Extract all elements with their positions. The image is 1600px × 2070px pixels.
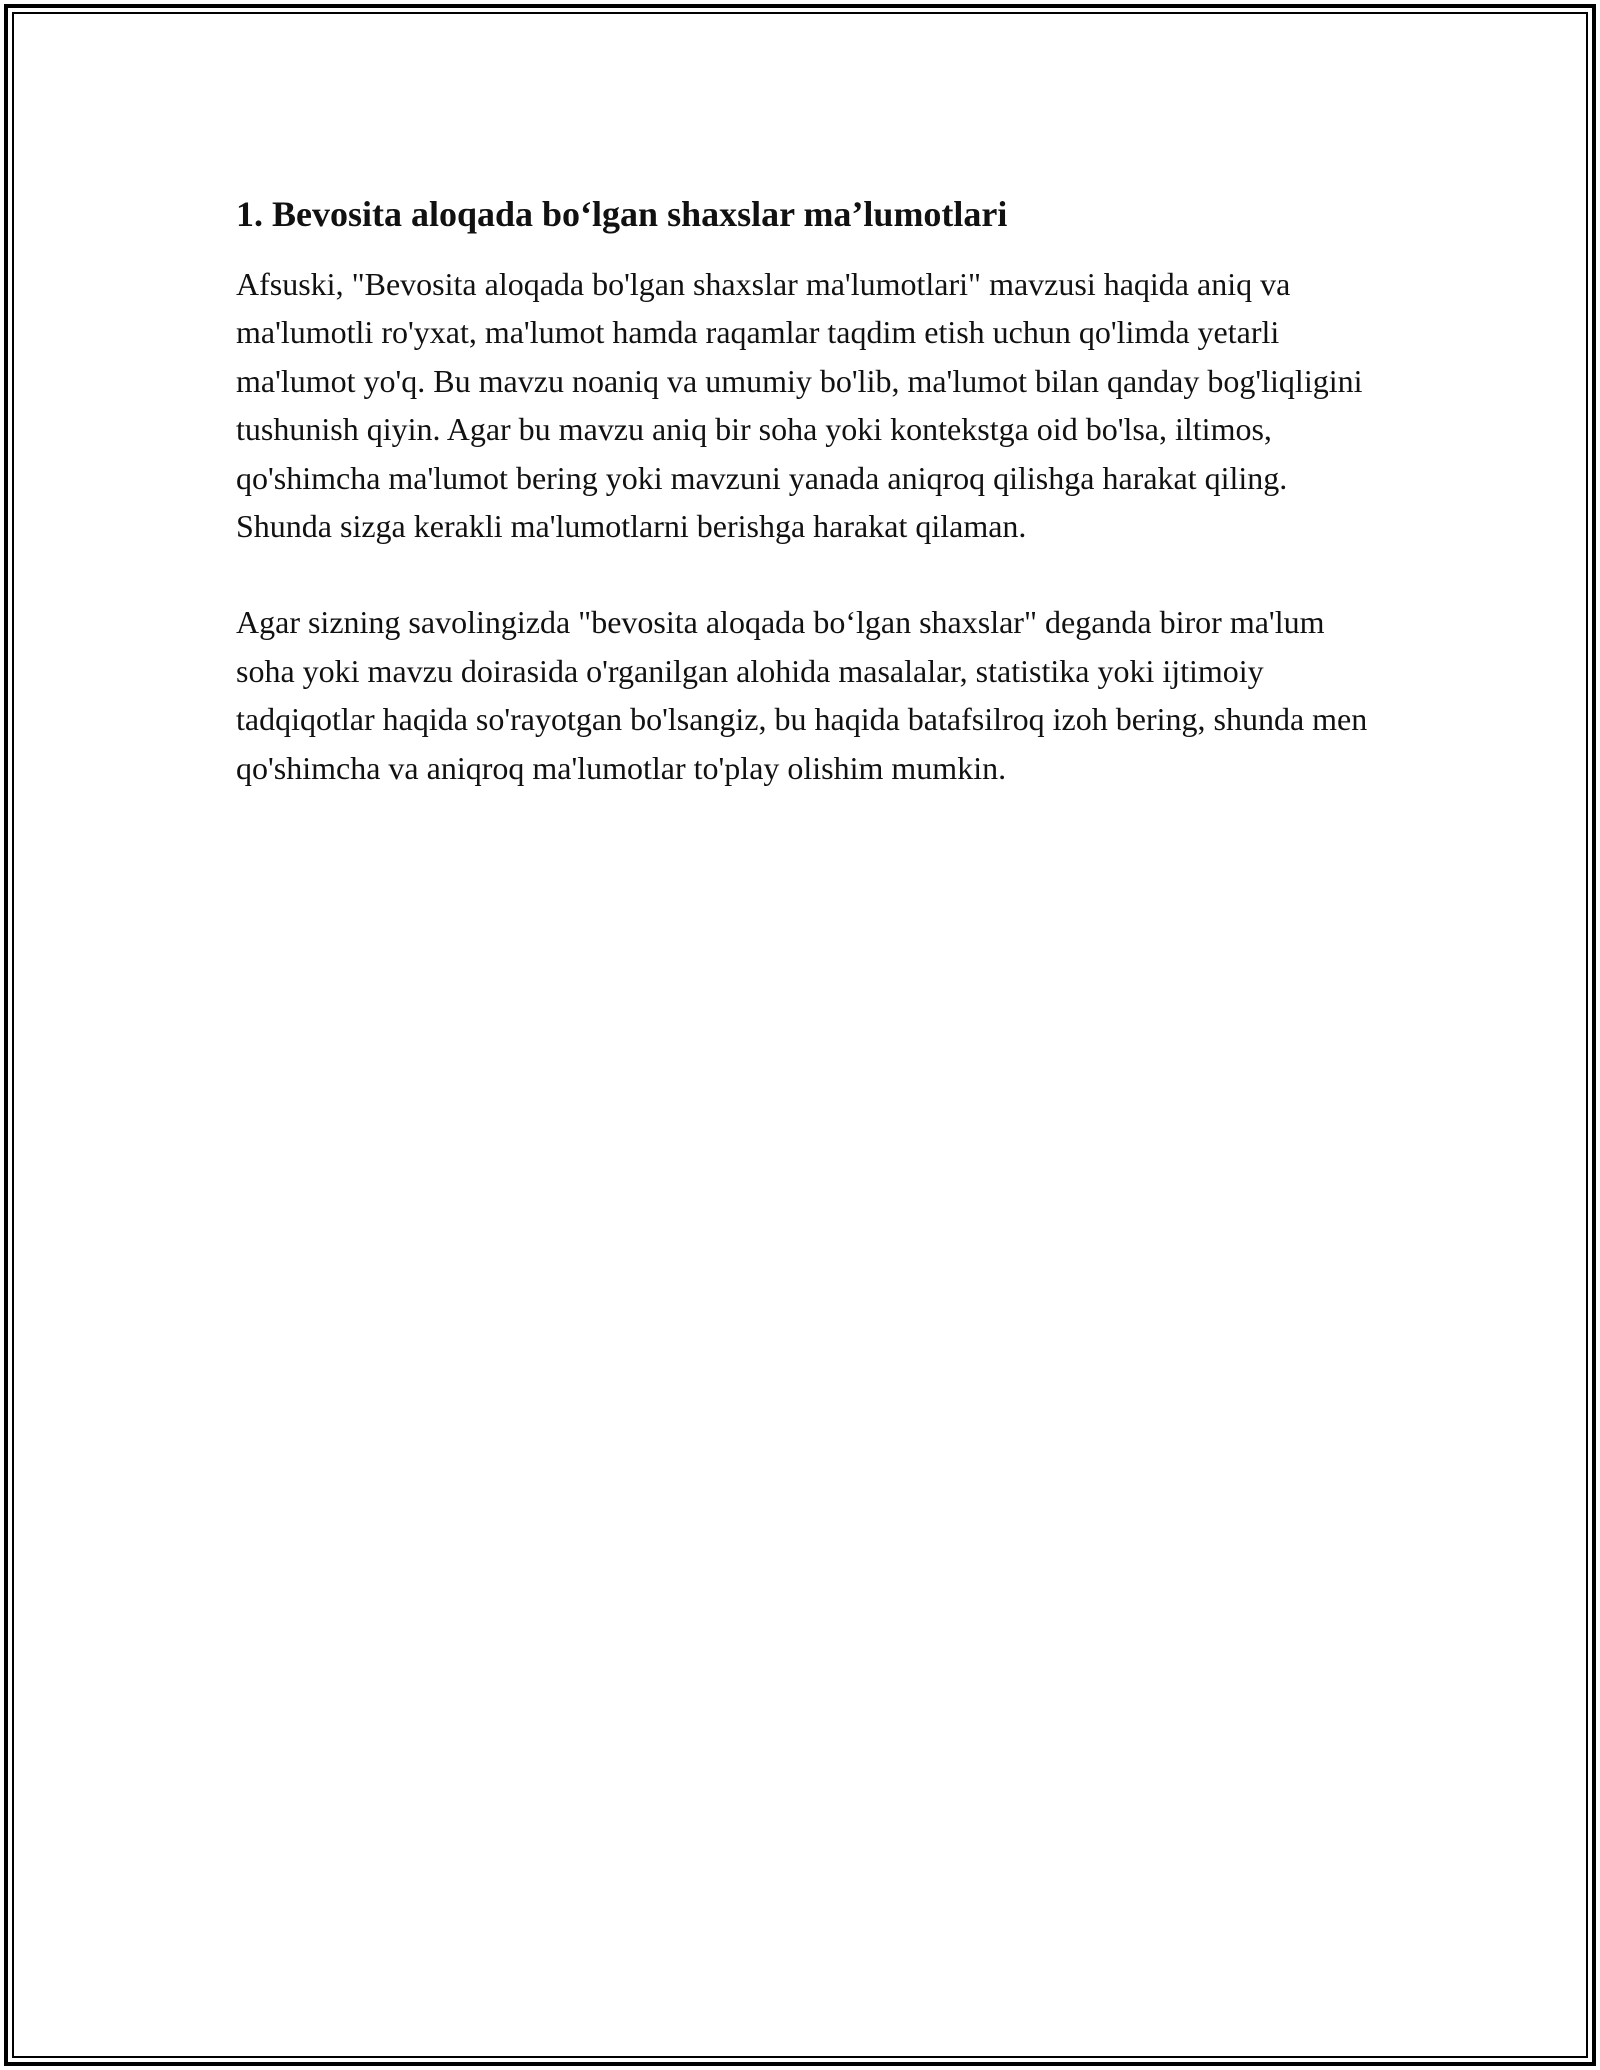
paragraph-intro: Afsuski, "Bevosita aloqada bo'lgan shaxslar ma'lumotlari" mavzusi haqida aniq va ma'lumotli ro'yxat, ma'lumot hamda raqamlar taqdim etish uchun qo'limda yetarli ma'lumot yo'q. Bu mavzu noaniq va umumiy bo'lib, ma'lumot bilan qanday bog'liqligini tushunish qiyin. Agar bu mavzu aniq bir soha yoki kontekstga oid bo'lsa, iltimos, qo'shimcha ma'lumot bering yoki mavzuni yanada aniqroq qilishga harakat qiling. Shunda sizga kerakli ma'lumotlarni berishga harakat qilaman.: [236, 266, 1363, 545]
document-body: [236, 186, 1376, 792]
paragraph-followup: Agar sizning savolingizda "bevosita aloqada bo‘lgan shaxslar" deganda biror ma'lum soha yoki mavzu doirasida o'rganilgan alohida masalalar, statistika yoki ijtimoiy tadqiqotlar haqida so'rayotgan bo'lsangiz, bu haqida batafsilroq izoh bering, shunda men qo'shimcha va aniqroq ma'lumotlar to'play olishim mumkin.: [236, 604, 1368, 786]
section-heading: 1. Bevosita aloqada bo‘lgan shaxslar ma’lumotlari: [236, 194, 1008, 234]
